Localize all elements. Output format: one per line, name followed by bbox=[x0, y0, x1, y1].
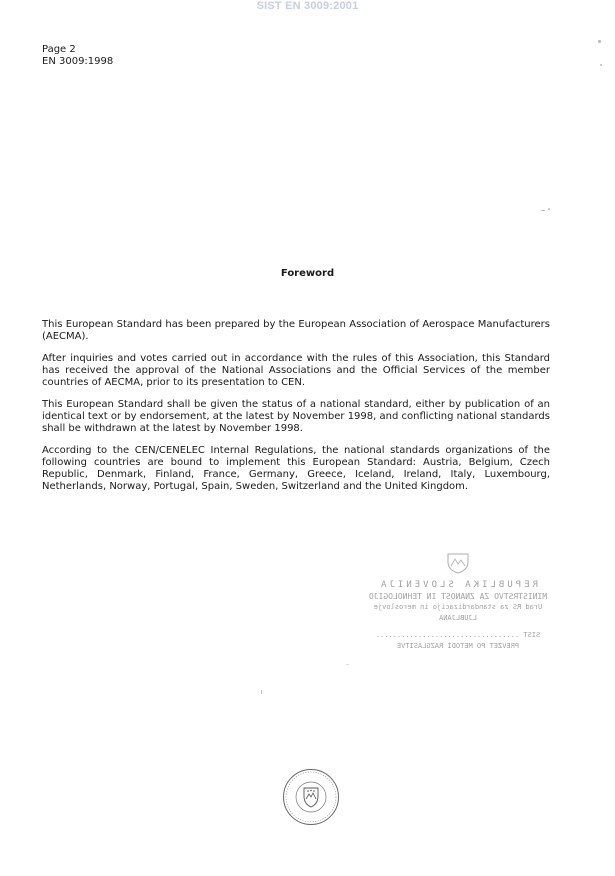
paragraph: This European Standard shall be given the status of a national standard, either by publication of an identical text or by endorsement, at the latest by November 1998, and conflicting national standards shall be withdrawn at the latest by November 1998. bbox=[42, 399, 550, 434]
page-number: Page 2 bbox=[42, 44, 76, 55]
scan-speck bbox=[600, 64, 602, 66]
standard-number: EN 3009:1998 bbox=[42, 56, 114, 67]
page-reference bbox=[42, 44, 113, 68]
scan-speck bbox=[598, 40, 601, 43]
document-watermark: SIST EN 3009:2001 bbox=[256, 0, 359, 12]
stamp-line: PREVZET PO METODI RAZGLASITVE bbox=[396, 642, 520, 650]
section-title: Foreword bbox=[280, 268, 335, 279]
foreword-body bbox=[42, 319, 550, 503]
scan-speck bbox=[261, 690, 262, 694]
stamp-line: SIST .................................. bbox=[375, 631, 541, 639]
paragraph: This European Standard has been prepared by the European Association of Aerospace Manufacturers (AECMA). bbox=[42, 319, 550, 342]
coat-of-arms-icon bbox=[444, 552, 472, 574]
scan-speck bbox=[541, 210, 545, 211]
scan-speck bbox=[346, 664, 349, 665]
stamp-line: MINISTRSTVO ZA ZNANOST IN TEHNOLOGIJO bbox=[368, 592, 548, 601]
stamp-line: Urad RS za standardizacijo in meroslovje bbox=[373, 603, 543, 611]
approval-stamp bbox=[358, 552, 558, 662]
official-seal-icon bbox=[282, 768, 340, 826]
paragraph: According to the CEN/CENELEC Internal Regulations, the national standards organizations of the following countries are bound to implement this European Standard: Austria, Belgium, Czech Republic, Denmark, Finland, France, Germany, Greece, Iceland, Ireland, Italy, Luxembourg, Netherlands, Norway, Portugal, Spain, Sweden, Switzerland and the United Kingdom. bbox=[42, 445, 550, 492]
stamp-line: LJUBLJANA bbox=[439, 614, 477, 622]
stamp-line: REPUBLIKA SLOVENIJA bbox=[378, 580, 538, 590]
paragraph: After inquiries and votes carried out in accordance with the rules of this Association, this Standard has received the approval of the National Associations and the Official Services of the member countries of AECMA, prior to its presentation to CEN. bbox=[42, 353, 550, 388]
scan-speck bbox=[548, 208, 550, 210]
